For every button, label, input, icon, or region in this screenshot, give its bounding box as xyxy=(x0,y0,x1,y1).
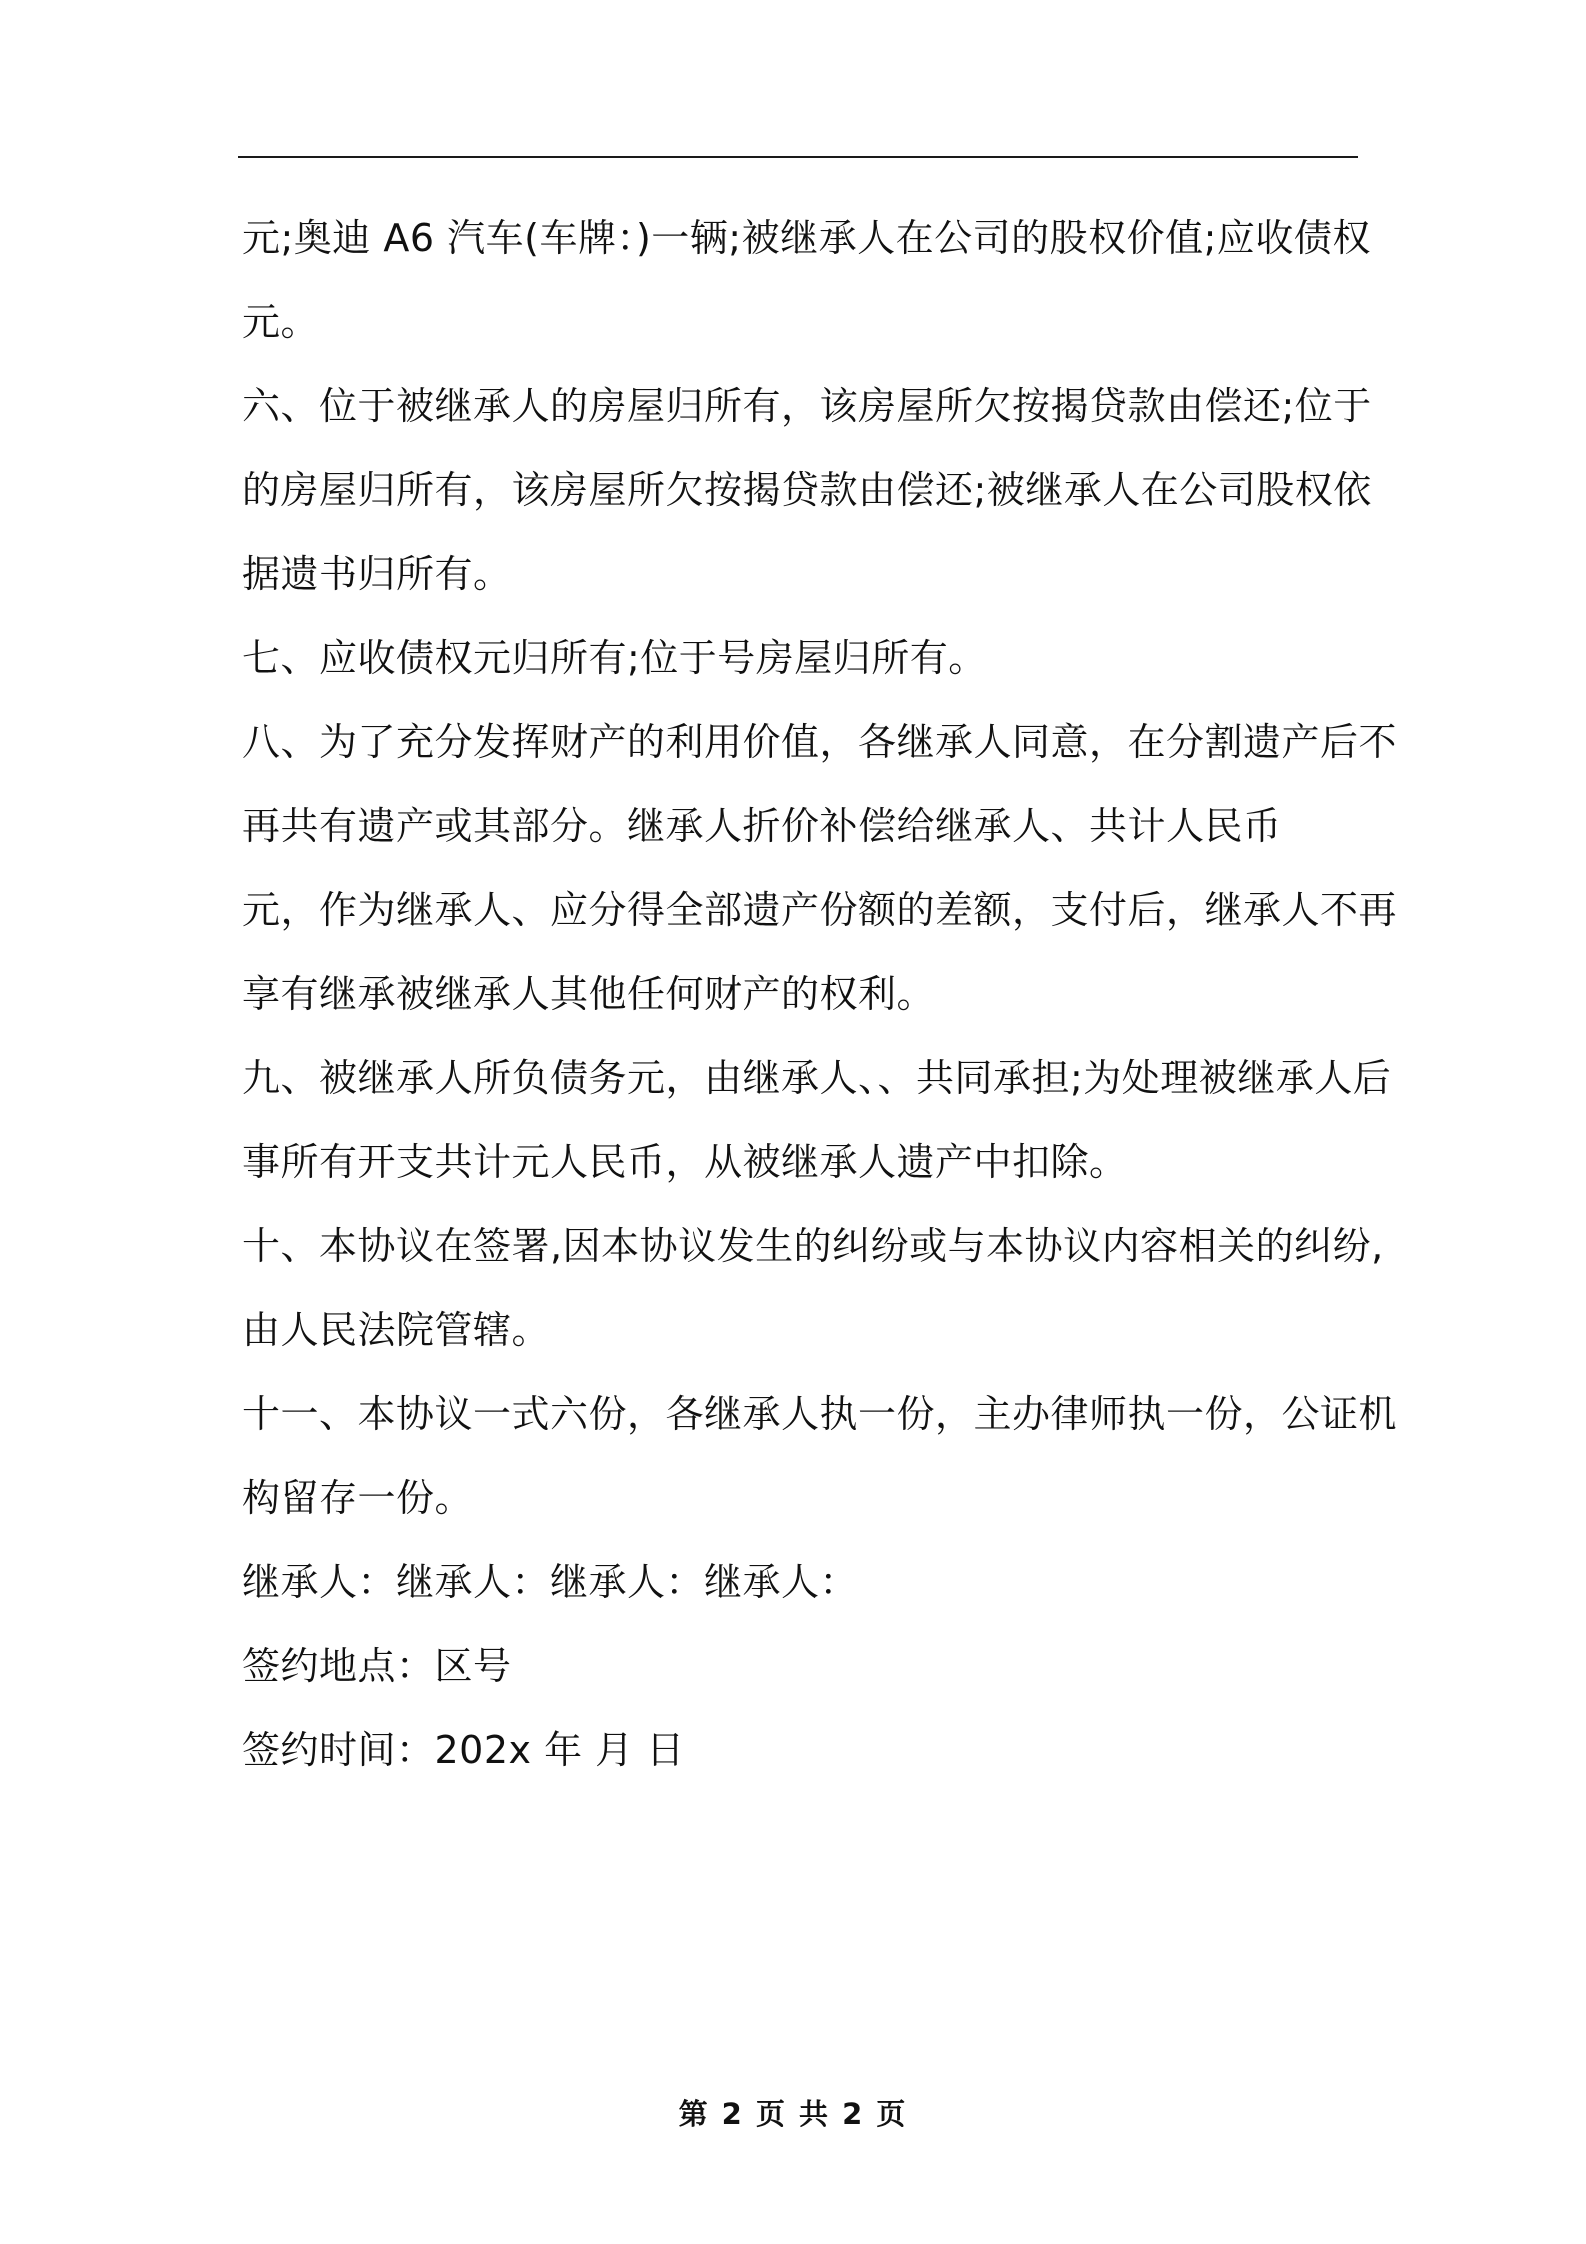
text-line-6: 七、应收债权元归所有;位于号房屋归所有。 xyxy=(242,636,987,680)
signing-location-line: 签约地点：区号 xyxy=(242,1644,512,1688)
header-rule xyxy=(238,156,1358,158)
text-line-10: 享有继承被继承人其他任何财产的权利。 xyxy=(242,972,936,1016)
text-line-9: 元，作为继承人、应分得全部遗产份额的差额，支付后，继承人不再 xyxy=(242,888,1398,932)
text-line-12: 事所有开支共计元人民币，从被继承人遗产中扣除。 xyxy=(242,1140,1128,1184)
signing-date-line: 签约时间：202x 年 月 日 xyxy=(242,1728,685,1772)
text-line-5: 据遗书归所有。 xyxy=(242,552,512,596)
text-line-1: 元;奥迪 A6 汽车(车牌：)一辆;被继承人在公司的股权价值;应收债权 xyxy=(242,216,1371,260)
text-line-16: 构留存一份。 xyxy=(242,1476,474,1520)
text-line-11: 九、被继承人所负债务元，由继承人、、共同承担;为处理被继承人后 xyxy=(242,1056,1392,1100)
text-line-14: 由人民法院管辖。 xyxy=(242,1308,551,1352)
document-body xyxy=(242,196,1398,1792)
text-line-2: 元。 xyxy=(242,300,320,344)
text-line-3: 六、位于被继承人的房屋归所有，该房屋所欠按揭贷款由偿还;位于 xyxy=(242,384,1372,428)
text-line-7: 八、为了充分发挥财产的利用价值，各继承人同意，在分割遗产后不 xyxy=(242,720,1398,764)
text-line-13: 十、本协议在签署,因本协议发生的纠纷或与本协议内容相关的纠纷, xyxy=(242,1224,1384,1268)
text-line-15: 十一、本协议一式六份，各继承人执一份，主办律师执一份，公证机 xyxy=(242,1392,1398,1436)
page-number-footer: 第 2 页 共 2 页 xyxy=(678,2097,908,2131)
signatories-line: 继承人：继承人：继承人：继承人： xyxy=(242,1560,859,1604)
text-line-4: 的房屋归所有，该房屋所欠按揭贷款由偿还;被继承人在公司股权依 xyxy=(242,468,1372,512)
text-line-8: 再共有遗产或其部分。继承人折价补偿给继承人、共计人民币 xyxy=(242,804,1282,848)
